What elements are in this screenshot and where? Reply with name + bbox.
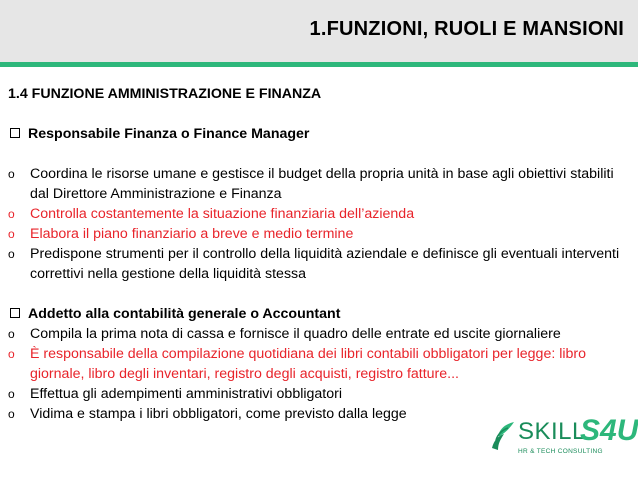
logo-tagline: HR & TECH CONSULTING <box>518 448 603 455</box>
circle-bullet-icon: o <box>8 407 15 421</box>
checkbox-square-icon <box>10 128 20 138</box>
circle-bullet-icon: o <box>8 207 15 221</box>
logo-skill-text: SKILL <box>518 418 586 445</box>
group-heading-label: Responsabile Finanza o Finance Manager <box>28 126 310 142</box>
checkbox-square-icon <box>10 308 20 318</box>
list-item <box>8 224 632 244</box>
page-title: 1.FUNZIONI, RUOLI E MANSIONI <box>309 18 624 40</box>
company-logo <box>488 412 638 468</box>
list-item <box>8 204 632 224</box>
list-item-text: Compila la prima nota di cassa e fornisce il quadro delle entrate ed uscite giornaliere <box>30 326 561 342</box>
accountant-list <box>8 324 632 424</box>
list-item <box>8 384 632 404</box>
group-heading-finance-manager <box>8 124 632 144</box>
list-item-text: È responsabile della compilazione quotidiana dei libri contabili obbligatori per legge: libro giornale, libro degli inventari, registro degli acquisti, registro fatture... <box>30 346 587 382</box>
list-item-text: Elabora il piano finanziario a breve e medio termine <box>30 226 354 242</box>
slide-content <box>8 84 632 424</box>
list-item <box>8 164 632 204</box>
circle-bullet-icon: o <box>8 387 15 401</box>
list-item-text: Vidima e stampa i libri obbligatori, come previsto dalla legge <box>30 406 407 422</box>
circle-bullet-icon: o <box>8 247 15 261</box>
group-heading-label: Addetto alla contabilità generale o Accountant <box>28 306 341 322</box>
logo-s4u-text: S4U <box>580 414 638 447</box>
list-item <box>8 324 632 344</box>
circle-bullet-icon: o <box>8 167 15 181</box>
section-title: 1.4 FUNZIONE AMMINISTRAZIONE E FINANZA <box>8 86 322 102</box>
finance-manager-list <box>8 164 632 284</box>
list-item <box>8 344 632 384</box>
group-heading-accountant <box>8 304 632 324</box>
circle-bullet-icon: o <box>8 327 15 341</box>
list-item-text: Controlla costantemente la situazione finanziaria dell’azienda <box>30 206 415 222</box>
circle-bullet-icon: o <box>8 227 15 241</box>
list-item <box>8 244 632 284</box>
circle-bullet-icon: o <box>8 347 15 361</box>
list-item-text: Effettua gli adempimenti amministrativi obbligatori <box>30 386 343 402</box>
spacer <box>8 284 632 304</box>
header-accent-bar <box>0 62 638 67</box>
list-item-text: Predispone strumenti per il controllo della liquidità aziendale e definisce gli eventuali interventi correttivi nella gestione della liquidità stessa <box>30 246 620 282</box>
list-item-text: Coordina le risorse umane e gestisce il budget della propria unità in base agli obiettivi stabiliti dal Direttore Amministrazione e Finanza <box>30 166 614 202</box>
header <box>0 0 638 62</box>
hand-leaf-logo-icon <box>488 418 516 452</box>
